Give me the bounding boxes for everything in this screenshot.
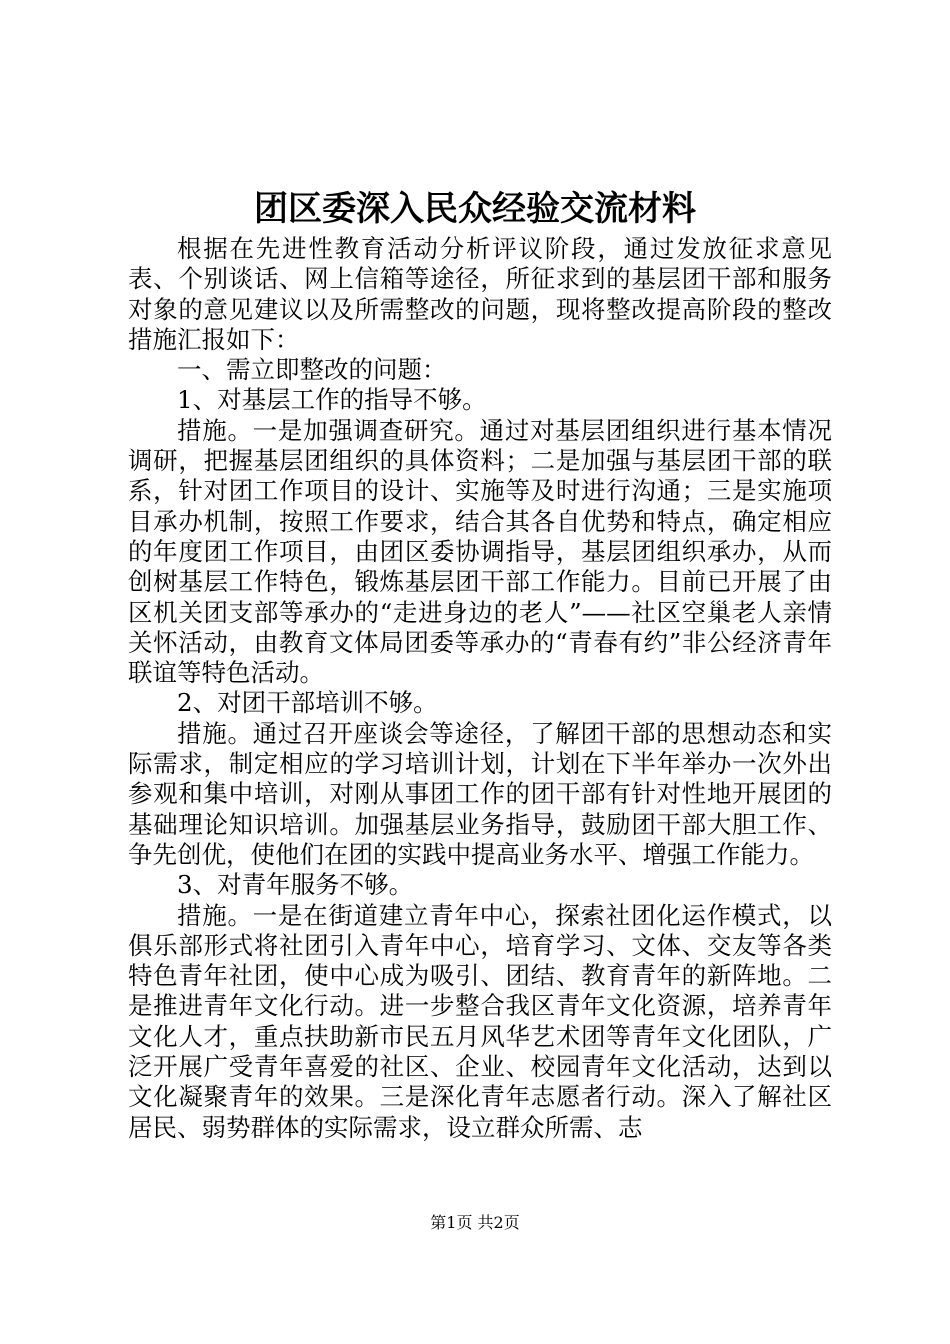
document-title: 团区委深入民众经验交流材料 (254, 189, 696, 229)
page-footer: 第1页 共2页 (430, 1213, 520, 1232)
intro-paragraph: 根据在先进性教育活动分析评议阶段，通过发放征求意见表、个别谈话、网上信箱等途径，所征求到的基层团干部和服务对象的意见建议以及所需整改的问题，现将整改提高阶段的整改措施汇报如下： (128, 234, 832, 354)
measures-paragraph-3: 措施。一是在街道建立青年中心，探索社团化运作模式，以俱乐部形式将社团引入青年中心，培育学习、文体、交友等各类特色青年社团，使中心成为吸引、团结、教育青年的新阵地。二是推进青年文化行动。进一步整合我区青年文化资源，培养青年文化人才，重点扶助新市民五月风华艺术团等青年文化团队，广泛开展广受青年喜爱的社区、企业、校园青年文化活动，达到以文化凝聚青年的效果。三是深化青年志愿者行动。深入了解社区居民、弱势群体的实际需求，设立群众所需、志 (128, 900, 832, 1142)
measures-paragraph-1: 措施。一是加强调查研究。通过对基层团组织进行基本情况调研，把握基层团组织的具体资料；二是加强与基层团干部的联系，针对团工作项目的设计、实施等及时进行沟通；三是实施项目承办机制，按照工作要求，结合其各自优势和特点，确定相应的年度团工作项目，由团区委协调指导，基层团组织承办，从而创树基层工作特色，锻炼基层团干部工作能力。目前已开展了由区机关团支部等承办的“走进身边的老人”——社区空巢老人亲情关怀活动，由教育文体局团委等承办的“青春有约”非公经济青年联谊等特色活动。 (128, 415, 832, 688)
issue-heading-1: 1、对基层工作的指导不够。 (177, 385, 487, 415)
section-heading: 一、需立即整改的问题： (177, 355, 447, 385)
issue-heading-2: 2、对团干部培训不够。 (177, 688, 438, 718)
document-body (128, 234, 832, 1143)
measures-paragraph-2: 措施。通过召开座谈会等途径，了解团干部的思想动态和实际需求，制定相应的学习培训计划，计划在下半年举办一次外出参观和集中培训，对刚从事团工作的团干部有针对性地开展团的基础理论知识培训。加强基层业务指导，鼓励团干部大胆工作、争先创优，使他们在团的实践中提高业务水平、增强工作能力。 (128, 718, 832, 869)
issue-heading-3: 3、对青年服务不够。 (177, 870, 414, 900)
